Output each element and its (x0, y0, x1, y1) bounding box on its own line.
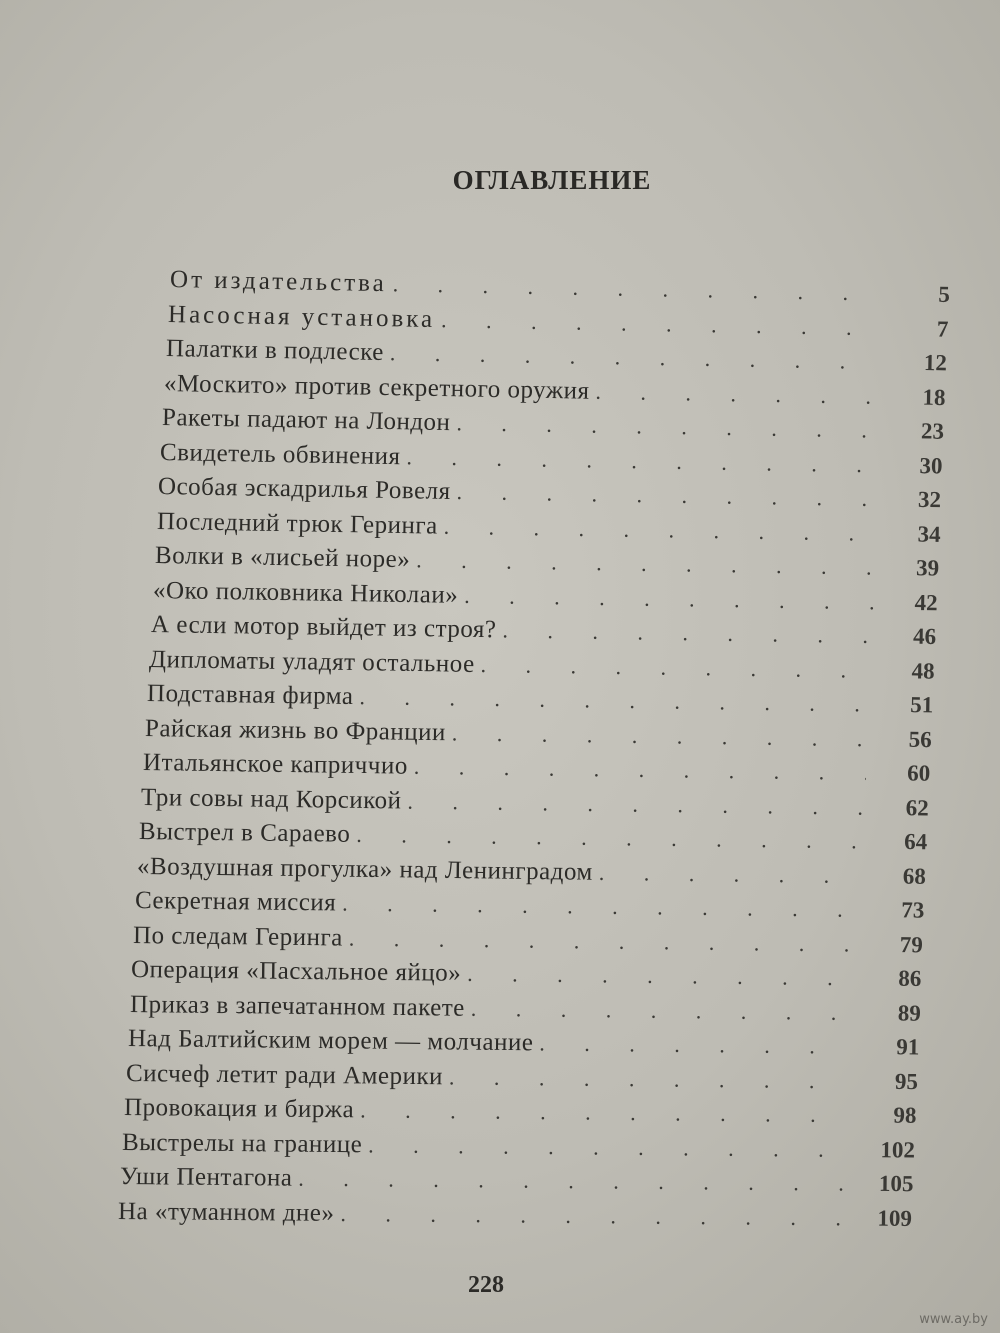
toc-entry-page: 12 (923, 349, 948, 376)
toc-entry-page: 42 (914, 589, 938, 615)
toc-leader-dots (359, 684, 869, 717)
toc-leader-dots (595, 378, 881, 409)
toc-leader-dots (349, 925, 859, 957)
toc-leader-dots (456, 410, 880, 443)
toc-entry-page: 32 (918, 486, 942, 513)
toc-leader-dots (470, 995, 856, 1025)
toc-leader-dots (360, 1097, 853, 1128)
toc-entry-page: 23 (921, 418, 945, 444)
toc-entry-title: Насосная установка (167, 300, 436, 333)
toc-entry-title: По следам Геринга (133, 921, 344, 951)
toc-entry-title: Дипломаты уладят остальное (148, 645, 475, 678)
toc-entry-page: 95 (894, 1068, 918, 1094)
toc-leader-dots (298, 1166, 849, 1197)
toc-entry (131, 956, 922, 997)
toc-leader-dots (599, 859, 862, 888)
toc-leader-dots (390, 340, 884, 375)
toc-entry-page: 39 (915, 555, 939, 581)
toc-entry-page: 56 (908, 726, 932, 752)
toc-entry-page: 30 (919, 452, 944, 479)
toc-entry-title: Приказ в запечатанном пакете (129, 990, 465, 1022)
toc-leader-dots (449, 1064, 854, 1094)
toc-entry-title: Секретная миссия (135, 887, 337, 917)
toc-leader-dots (340, 1200, 848, 1230)
toc-entry-title: От издательства (169, 266, 387, 298)
toc-entry-title: Выстрел в Сараево (139, 818, 351, 848)
toc-entry-title: Итальянское каприччио (142, 749, 409, 780)
toc-entry-page: 68 (902, 863, 927, 889)
toc-entry-title: Последний трюк Геринга (156, 507, 438, 540)
toc-entry-title: Выстрелы на границе (121, 1128, 363, 1158)
toc-leader-dots (368, 1132, 851, 1163)
toc-entry-page: 102 (880, 1136, 915, 1163)
toc-entry (129, 991, 920, 1032)
toc-leader-dots (392, 271, 886, 306)
toc-entry (124, 1094, 917, 1134)
toc-leader-dots (457, 479, 878, 512)
toc-entry-page: 7 (936, 315, 949, 342)
toc-leader-dots (407, 444, 879, 478)
toc-leader-dots (480, 651, 870, 683)
toc-entry-title: Провокация и биржа (123, 1094, 355, 1124)
toc-entry-title: Ракеты падают на Лондон (162, 404, 451, 437)
toc-entry-page: 64 (904, 828, 928, 855)
toc-leader-dots (443, 513, 876, 546)
toc-leader-dots (342, 891, 860, 923)
toc-leader-dots (468, 961, 858, 991)
toc-entry-title: «Око полковника Николаи» (152, 576, 459, 609)
toc-entry-page: 109 (877, 1205, 913, 1231)
toc-entry-title: Палатки в подлеске (165, 335, 385, 367)
toc-entry (126, 1060, 918, 1100)
toc-entry-page: 5 (938, 281, 951, 307)
toc-leader-dots (414, 754, 867, 786)
page-number: 228 (468, 1272, 504, 1298)
toc-entry-title: Свидетель обвинения (160, 438, 402, 470)
toc-entry-page: 60 (907, 760, 931, 786)
toc-entry-page: 18 (922, 384, 946, 410)
toc-entry (122, 1129, 915, 1169)
toc-entry-page: 89 (897, 999, 921, 1026)
toc-entry-page: 79 (900, 931, 924, 957)
toc-leader-dots (416, 547, 875, 580)
toc-entry-page: 48 (911, 657, 935, 684)
toc-entry-title: «Воздушная прогулка» над Ленинградом (137, 852, 594, 886)
toc-entry (127, 1025, 919, 1065)
toc-entry-title: «Москито» против секретного оружия (164, 369, 590, 405)
toc-entry-title: Три совы над Корсикой (140, 783, 402, 814)
toc-entry-page: 34 (916, 521, 941, 547)
toc-entry-title: Подставная фирма (146, 680, 354, 711)
site-watermark: www.ay.by (919, 1312, 988, 1327)
toc-entry-title: Райская жизнь во Франции (144, 714, 447, 746)
toc-entry (120, 1163, 914, 1202)
toc-leader-dots (441, 307, 885, 341)
toc-entry-title: Операция «Пасхальное яйцо» (131, 956, 462, 987)
toc-entry-page: 98 (893, 1102, 917, 1128)
toc-entry-title: Сисчеф летит ради Америки (125, 1059, 443, 1090)
toc-leader-dots (356, 822, 863, 855)
toc-entry-page: 86 (898, 965, 922, 992)
toc-entry-page: 91 (895, 1034, 920, 1060)
toc-entry (118, 1198, 912, 1237)
toc-entry-title: Волки в «лисьей норе» (154, 542, 411, 574)
toc-entry-page: 62 (905, 794, 930, 821)
toc-entry-title: На «туманном дне» (117, 1197, 335, 1227)
toc-leader-dots (407, 788, 865, 820)
page-title: ОГЛАВЛЕНИЕ (452, 165, 652, 195)
toc-entry-title: А если мотор выйдет из строя? (150, 611, 497, 644)
toc-entry-title: Над Балтийским морем — молчание (127, 1025, 534, 1057)
toc-entry-title: Особая эскадрилья Ровеля (158, 473, 452, 505)
toc-leader-dots (464, 582, 874, 614)
toc-leader-dots (539, 1030, 855, 1059)
toc-entry-page: 73 (901, 897, 925, 923)
toc-entry-page: 46 (912, 623, 937, 650)
toc-entry-title: Уши Пентагона (119, 1163, 293, 1192)
toc-entry-page: 105 (878, 1170, 914, 1197)
toc-leader-dots (502, 617, 872, 649)
toc-entry-page: 51 (909, 692, 934, 718)
toc-leader-dots (452, 720, 868, 752)
